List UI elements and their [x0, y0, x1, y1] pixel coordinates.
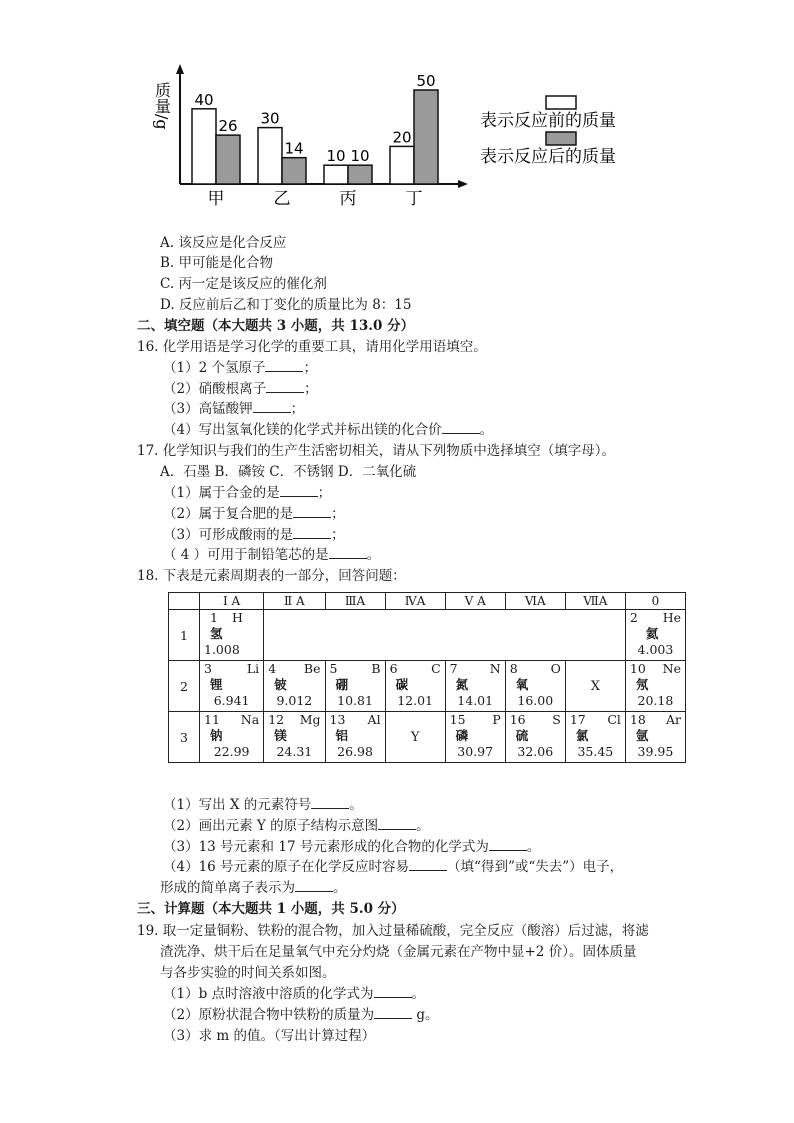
- element-cell-Y: Y: [385, 712, 445, 763]
- q15-option-a: A. 该反应是化合反应: [160, 235, 287, 251]
- group-header: 0: [625, 593, 685, 610]
- q19-item-3: （3）求 m 的值。（写出计算过程）: [163, 1028, 376, 1044]
- q17-item-2: （2）属于复合肥的是 ；: [163, 506, 345, 522]
- q19-line-2: 渣洗净、烘干后在足量氧气中充分灼烧（金属元素在产物中显+2 价）。固体质量: [160, 944, 637, 960]
- bar-after: [282, 158, 306, 184]
- period-row-3: [169, 712, 686, 763]
- element-cell: 12 Mg 镁 24.31: [264, 712, 325, 763]
- element-cell: 18 Ar 氩 39.95: [625, 712, 685, 763]
- bar-value-label: 20: [392, 128, 412, 147]
- q16-item-1: （1）2 个氢原子 ；: [163, 360, 317, 376]
- q16-stem: 16. 化学用语是学习化学的重要工具，请用化学用语填空。: [137, 339, 487, 355]
- bar-value-label: 30: [260, 109, 280, 128]
- group-header: ⅣA: [385, 593, 445, 610]
- legend-label: 表示反应前的质量: [480, 111, 616, 131]
- bar-value-label: 26: [218, 117, 238, 136]
- corner-cell: [169, 593, 200, 610]
- category-label: 甲: [207, 189, 225, 209]
- period-number: 1: [169, 610, 200, 661]
- element-cell: 6 C 碳 12.01: [385, 661, 445, 712]
- category-label: 丙: [339, 189, 357, 209]
- bar-value-label: 50: [416, 72, 436, 90]
- bar-after: [414, 90, 438, 184]
- q15-option-b: B. 甲可能是化合物: [160, 255, 274, 271]
- q16-item-3: （3）高锰酸钾 ；: [163, 401, 305, 417]
- legend-swatch: [546, 132, 576, 145]
- q16-item-4: （4）写出氢氧化镁的化学式并标出镁的化合价 。: [163, 422, 494, 438]
- legend-swatch: [546, 96, 576, 109]
- q19-item-2: （2）原粉状混合物中铁粉的质量为 g。: [163, 1007, 439, 1023]
- element-cell: 11 Na 钠 22.99: [200, 712, 264, 763]
- element-cell: 7 N 氮 14.01: [445, 661, 505, 712]
- q19-item-1: （1）b 点时溶液中溶质的化学式为 。: [163, 986, 426, 1002]
- q17-item-1: （1）属于合金的是 ；: [163, 485, 332, 501]
- group-header: ⅥA: [505, 593, 565, 610]
- period-number: 2: [169, 661, 200, 712]
- q18-item-4-cont: 形成的简单离子表示为 。: [160, 880, 347, 896]
- bar-value-label: 10: [326, 147, 346, 166]
- period-number: 3: [169, 712, 200, 763]
- legend-label: 表示反应后的质量: [480, 147, 616, 167]
- element-cell-He: 2 He 氦 4.003: [625, 610, 685, 661]
- category-label: 丁: [405, 189, 423, 209]
- section-2-heading: 二、填空题（本大题共 3 小题，共 13.0 分）: [137, 318, 415, 334]
- q15-option-d: D. 反应前后乙和丁变化的质量比为 8：15: [160, 297, 412, 313]
- y-axis-label: 质量/g: [152, 82, 172, 130]
- element-cell: 17 Cl 氯 35.45: [565, 712, 625, 763]
- bar-value-label: 40: [194, 90, 214, 109]
- group-header: ⅦA: [565, 593, 625, 610]
- empty-span: [264, 610, 626, 661]
- element-cell: 13 Al 铝 26.98: [325, 712, 385, 763]
- group-header-row: [169, 593, 686, 610]
- element-cell: 4 Be 铍 9.012: [264, 661, 325, 712]
- element-cell-H: 1 H 氢 1.008: [200, 610, 264, 661]
- group-header: Ⅰ A: [200, 593, 264, 610]
- q17-item-4: （ 4 ）可用于制铅笔芯的是 。: [163, 547, 381, 563]
- bar-after: [216, 135, 240, 184]
- periodic-table: [168, 592, 686, 763]
- element-cell: 10 Ne 氖 20.18: [625, 661, 685, 712]
- element-cell: 15 P 磷 30.97: [445, 712, 505, 763]
- element-cell-X: X: [565, 661, 625, 712]
- bar-value-label: 14: [284, 139, 304, 158]
- period-row-2: [169, 661, 686, 712]
- group-header: Ⅴ A: [445, 593, 505, 610]
- category-label: 乙: [273, 189, 291, 209]
- q18-item-1: （1）写出 X 的元素符号 。: [163, 797, 363, 813]
- bar-before: [324, 165, 348, 184]
- period-row-1: [169, 610, 686, 661]
- bar-after: [348, 165, 372, 184]
- element-cell: 8 O 氧 16.00: [505, 661, 565, 712]
- bar-before: [390, 146, 414, 184]
- bar-before: [192, 109, 216, 184]
- q19-line-1: 19. 取一定量铜粉、铁粉的混合物，加入过量稀硫酸，完全反应（酸溶）后过滤，将滤: [137, 923, 649, 939]
- q17-item-3: （3）可形成酸雨的是 ；: [163, 527, 345, 543]
- q18-item-2: （2）画出元素 Y 的原子结构示意图 。: [163, 818, 430, 834]
- bar-before: [258, 128, 282, 184]
- group-header: ⅢA: [325, 593, 385, 610]
- q18-stem: 18. 下表是元素周期表的一部分，回答问题：: [137, 568, 406, 584]
- q16-item-2: （2）硝酸根离子 ；: [163, 381, 318, 397]
- q15-option-c: C. 丙一定是该反应的催化剂: [160, 276, 327, 292]
- q18-item-3: （3）13 号元素和 17 号元素形成的化合物的化学式为 。: [163, 839, 541, 855]
- q17-choices: A．石墨 B．磷铵 C．不锈钢 D．二氧化硫: [160, 464, 417, 480]
- element-cell: 3 Li 锂 6.941: [200, 661, 264, 712]
- element-cell: 16 S 硫 32.06: [505, 712, 565, 763]
- section-3-heading: 三、计算题（本大题共 1 小题，共 5.0 分）: [137, 901, 405, 917]
- q18-item-4: （4）16 号元素的原子在化学反应时容易 （填“得到”或“失去”）电子，: [163, 859, 624, 875]
- bar-value-label: 10: [350, 147, 370, 166]
- group-header: Ⅱ A: [264, 593, 325, 610]
- element-cell: 5 B 硼 10.81: [325, 661, 385, 712]
- q19-line-3: 与各步实验的时间关系如图。: [160, 965, 336, 981]
- mass-bar-chart: [140, 62, 660, 212]
- q17-stem: 17. 化学知识与我们的生产生活密切相关，请从下列物质中选择填空（填字母）。: [137, 443, 616, 459]
